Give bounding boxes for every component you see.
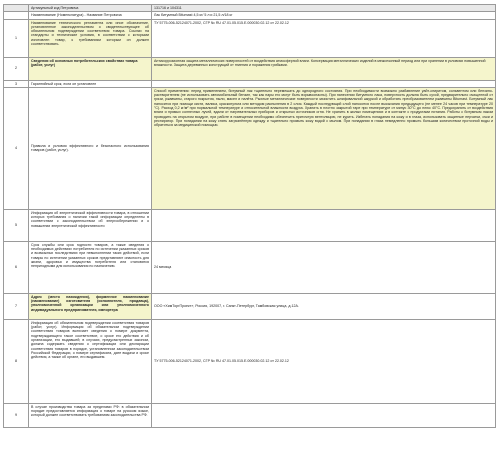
- row-value: Способ применения: перед применением, битумный лак тщательно перемешать до однородного состояния. При необходимости возможно разбавление уайт-спиритом, сольвентом или бензино-растворителем (не использовать автомобильный бензин, так как пары его могут быть взрывоопасны). При нанесении битумного лака, поверхность должна быть сухой, предварительно очищенной от грязи, ржавчины, старого покрытия, пыли, масел и налёта. Рыхлые металлические поверхности зачистить шлифовальной шкуркой и обработать преобразователем ржавчины Bitumast. Битумный лак наносится при помощи кисти, валика, краскопульта или методом распыления в 2 слоя. Каждый последующий слой наносится после высыхания предыдущего (не менее 24 часов при температуре 20 °С). Расход 0,2 кг/м² при нормальной температуре и относительной влажности воздуха. Хранить в плотно закрытой таре при температуре от минус 30°С до плюс 40°С. Предохранять от воздействия влаги и прямых солнечных лучей, вдали от нагревательных приборов и открытых источников огня. Не хранить в жилых помещениях и в контакте с продуктами питания. Работы с битумным лаком проводить на открытом воздухе, при работе в помещении необходимо обеспечить приточную вентиляцию, не курить. Избегать попадания на кожу и в глаза, использовать защитные перчатки, очки и респиратор. При попадании на кожу снять загрязнённую одежду и тщательно промыть кожу водой с мылом. При попадании в глаза немедленно промыть большим количеством проточной воды и обратиться за медицинской помощью.: [152, 87, 496, 209]
- row-num: 8: [4, 319, 29, 403]
- header-code-label: Артикульный код Петровича: [29, 5, 152, 12]
- row-name: В случае производства товара за пределами РФ: в обязательном порядке предоставляется информация о товаре на русском языке, который должен соответствовать требованиям законодательства РФ.: [29, 403, 152, 427]
- row-name: Правила и условия эффективного и безопасного использования товаров (работ, услуг).: [29, 87, 152, 209]
- row-name: Наименование технического регламента или иное обозначение, установленное законодательством о свидетельствующее об обязательном подтверждении соответствия товара. Ссылки на стандарты и технические условия, в соответствии с которыми изготовлен товар, к требованиям которым он должен соответствовать.: [29, 19, 152, 57]
- row-value: 24 месяца: [152, 241, 496, 293]
- row-name: Сведения об основных потребительских свойствах товара (работ, услуг): [29, 57, 152, 80]
- table-row: [4, 293, 496, 319]
- row-num: 7: [4, 293, 29, 319]
- product-title: Лак битумный Bitumast 4,5 кг/ 5 л и 21,5 л/18 кг: [152, 12, 496, 19]
- row-value: [152, 80, 496, 87]
- header-code-value: 131716 и 104311: [152, 5, 496, 12]
- table-row: [4, 19, 496, 57]
- row-value: ООО «ХимТоргПроект», Россия, 192007, г. Санкт-Петербург, Тамбовская улица, д.12А.: [152, 293, 496, 319]
- table-row: [4, 80, 496, 87]
- table-row: [4, 209, 496, 241]
- row-num: 6: [4, 241, 29, 293]
- table-row: [4, 12, 496, 19]
- row-name: Информация об обязательном подтверждении соответствия товаров (работ, услуг). Информация об обязательном подтверждении соответствия товаров включает сведения о номере документа, подтверждающего такое соответствие, о сроке его действия и об организации, его выдавшей; в случаях, предусмотренных законом, должна содержать сведения о сертификации или декларации соответствия товаров в порядке, установленном законодательством Российской Федерации, о номере сертификата, дате выдачи и сроке действия, а также об органе, его выдавшем.: [29, 319, 152, 403]
- table-row: [4, 57, 496, 80]
- row-name: Наименование (Номенклатура) - Название Петровича: [29, 12, 152, 19]
- row-value: ТУ 5775-006-52124071-2002, СГР № RU 47.01.05.015.Е.000030.02.12 от 22.02.12: [152, 19, 496, 57]
- row-value: [152, 403, 496, 427]
- row-num: 3: [4, 80, 29, 87]
- row-num: 1: [4, 19, 29, 57]
- product-info-sheet: [3, 4, 496, 428]
- row-name: Адрес (место нахождения), фирменное наименование (наименование) изготовителя (исполнителя, продавца), уполномоченной организации или уполномоченного индивидуального предпринимателя, импортера: [29, 293, 152, 319]
- row-value: ТУ 5775-006-52124071-2002, СГР № RU 47.01.05.015.Е.000030.02.12 от 22.02.12: [152, 319, 496, 403]
- row-num: [4, 12, 29, 19]
- table-row: [4, 241, 496, 293]
- row-value: [152, 209, 496, 241]
- row-value: Антикоррозионная защита металлических поверхностей от воздействия атмосферной влаги. Консервация металлических изделий в межсезонный период или при хранении в условиях повышенной влажности. Защита деревянных конструкций от гниения и поражения грибками.: [152, 57, 496, 80]
- row-name: Срок службы или срок годности товаров, а также сведения о необходимых действиях потребителя по истечении указанных сроков и возможных последствиях при невыполнении таких действий, если товары по истечении указанных сроков представляют опасность для жизни, здоровья и имущества потребителя или становятся непригодными для использования по назначению.: [29, 241, 152, 293]
- row-num: 2: [4, 57, 29, 80]
- header-empty-cell: [4, 5, 29, 12]
- row-name: Гарантийный срок, если он установлен: [29, 80, 152, 87]
- table-row: [4, 319, 496, 403]
- table-row: [4, 403, 496, 427]
- row-name: Информация об энергетической эффективности товара, в отношении которых требования о наличии такой информации определены в соответствии с законодательством об энергосбережении и о повышении энергетической эффективности: [29, 209, 152, 241]
- header-row: [4, 5, 496, 12]
- row-num: 9: [4, 403, 29, 427]
- row-num: 5: [4, 209, 29, 241]
- table-row: [4, 87, 496, 209]
- row-num: 4: [4, 87, 29, 209]
